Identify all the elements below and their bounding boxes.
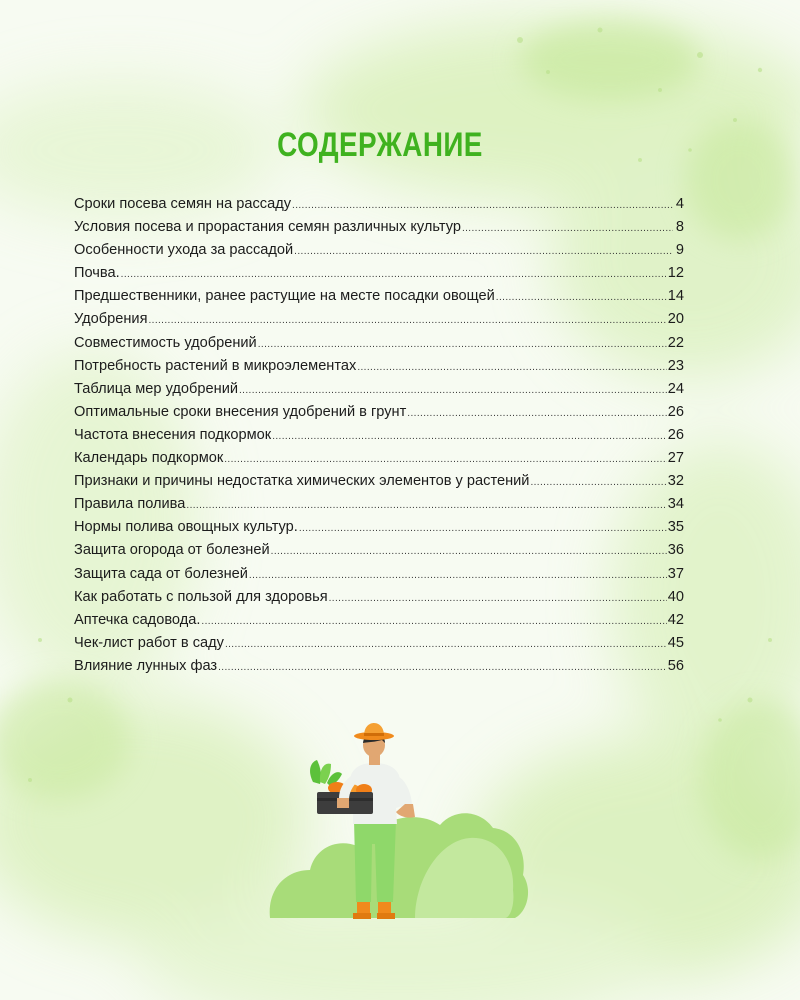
page-title: СОДЕРЖАНИЕ [277, 125, 483, 164]
toc-entry-title: Нормы полива овощных культур. [74, 519, 298, 536]
toc-entry[interactable] [74, 589, 684, 612]
toc-leader-dots [294, 246, 673, 257]
toc-entry-page: 8 [675, 219, 684, 236]
toc-entry[interactable] [74, 496, 684, 519]
toc-leader-dots [292, 200, 673, 211]
toc-entry-title: Чек-лист работ в саду [74, 634, 224, 651]
toc-entry[interactable] [74, 311, 684, 334]
toc-leader-dots [225, 639, 667, 650]
gardener-with-vegetable-crate-icon [265, 720, 535, 920]
toc-entry[interactable] [74, 381, 684, 404]
toc-entry[interactable] [74, 658, 684, 681]
toc-entry[interactable] [74, 265, 684, 288]
toc-entry-page: 22 [667, 334, 684, 351]
toc-entry-title: Сроки посева семян на рассаду [74, 196, 292, 212]
toc-entry-page: 40 [667, 588, 684, 605]
toc-leader-dots [258, 339, 667, 350]
toc-entry-title: Оптимальные сроки внесения удобрений в грунт [74, 403, 407, 420]
toc-entry-page: 20 [667, 311, 684, 328]
toc-entry-title: Как работать с пользой для здоровья [74, 588, 328, 605]
toc-entry-title: Удобрения [74, 311, 148, 328]
toc-entry-page: 9 [675, 242, 684, 259]
toc-leader-dots [530, 477, 666, 488]
toc-entry-title: Защита сада от болезней [74, 565, 248, 582]
toc-entry[interactable] [74, 450, 684, 473]
toc-entry[interactable] [74, 358, 684, 381]
toc-entry[interactable] [74, 473, 684, 496]
toc-entry[interactable] [74, 288, 684, 311]
toc-leader-dots [299, 523, 667, 534]
toc-entry-page: 35 [667, 519, 684, 536]
toc-entry-page: 4 [675, 196, 684, 212]
toc-entry-title: Почва. [74, 265, 120, 282]
toc-entry-title: Аптечка садовода. [74, 611, 201, 628]
toc-leader-dots [224, 454, 667, 465]
toc-entry[interactable] [74, 335, 684, 358]
toc-entry-page: 42 [667, 611, 684, 628]
toc-entry-page: 34 [667, 496, 684, 513]
toc-entry-title: Особенности ухода за рассадой [74, 242, 294, 259]
toc-entry-title: Совместимость удобрений [74, 334, 257, 351]
toc-leader-dots [218, 662, 667, 673]
toc-leader-dots [239, 385, 667, 396]
toc-leader-dots [329, 593, 667, 604]
toc-entry-page: 24 [667, 380, 684, 397]
toc-leader-dots [271, 546, 667, 557]
toc-leader-dots [357, 362, 666, 373]
toc-leader-dots [496, 292, 667, 303]
toc-entry[interactable] [74, 196, 684, 219]
toc-entry-title: Правила полива [74, 496, 186, 513]
toc-entry[interactable] [74, 612, 684, 635]
toc-leader-dots [249, 570, 667, 581]
toc-entry[interactable] [74, 404, 684, 427]
toc-entry-page: 26 [667, 403, 684, 420]
toc-entry[interactable] [74, 566, 684, 589]
toc-entry[interactable] [74, 542, 684, 565]
toc-entry-page: 27 [667, 450, 684, 467]
toc-entry[interactable] [74, 427, 684, 450]
toc-leader-dots [121, 269, 667, 280]
toc-leader-dots [407, 408, 666, 419]
toc-entry-title: Календарь подкормок [74, 450, 224, 467]
toc-entry-page: 23 [667, 357, 684, 374]
toc-entry-page: 26 [667, 426, 684, 443]
toc-entry[interactable] [74, 635, 684, 658]
toc-entry-page: 37 [667, 565, 684, 582]
toc-leader-dots [462, 223, 673, 234]
toc-entry[interactable] [74, 219, 684, 242]
toc-leader-dots [272, 431, 667, 442]
toc-entry-title: Защита огорода от болезней [74, 542, 270, 559]
toc-entry-title: Предшественники, ранее растущие на месте посадки овощей [74, 288, 495, 305]
toc-entry-page: 12 [667, 265, 684, 282]
toc-entry-title: Таблица мер удобрений [74, 380, 238, 397]
toc-entry-title: Влияние лунных фаз [74, 657, 218, 674]
toc-entry-page: 56 [667, 657, 684, 674]
toc-entry-page: 36 [667, 542, 684, 559]
toc-entry-title: Условия посева и прорастания семян различных культур [74, 219, 461, 236]
toc-leader-dots [186, 500, 666, 511]
toc-entry[interactable] [74, 242, 684, 265]
toc-entry-title: Потребность растений в микроэлементах [74, 357, 357, 374]
toc-leader-dots [148, 315, 666, 326]
toc-leader-dots [201, 616, 666, 627]
toc-entry-title: Частота внесения подкормок [74, 426, 272, 443]
toc-entry-title: Признаки и причины недостатка химических элементов у растений [74, 473, 530, 490]
toc-entry[interactable] [74, 519, 684, 542]
toc-entry-page: 32 [667, 473, 684, 490]
table-of-contents [74, 196, 684, 681]
toc-entry-page: 45 [667, 634, 684, 651]
toc-entry-page: 14 [667, 288, 684, 305]
